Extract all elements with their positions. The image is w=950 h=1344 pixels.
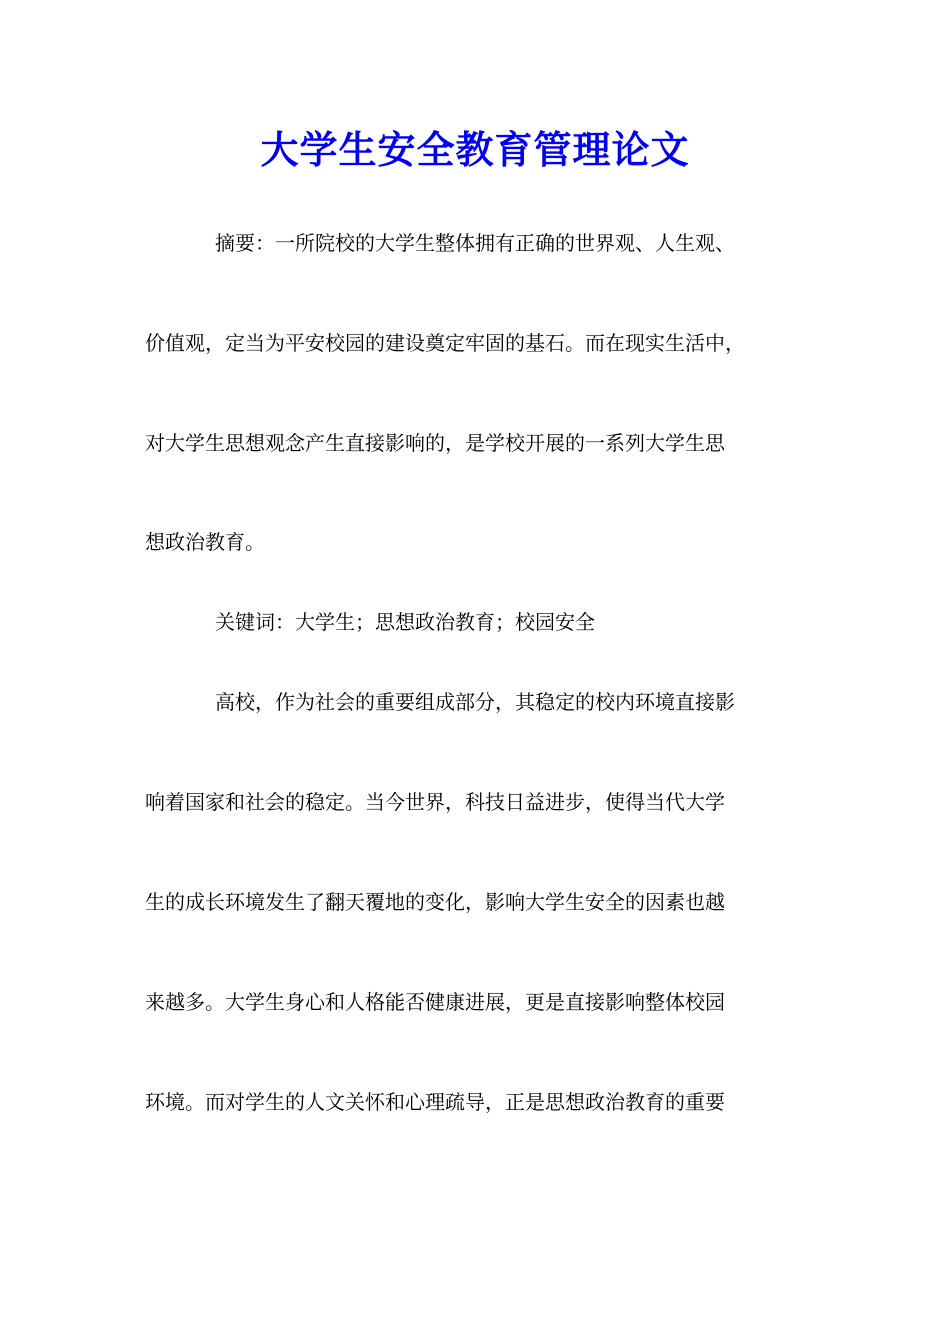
abstract-line-3: 对大学生思想观念产生直接影响的，是学校开展的一系列大学生思 [145, 431, 725, 455]
abstract-line-2: 价值观，定当为平安校园的建设奠定牢固的基石。而在现实生活中， [145, 331, 745, 355]
document-title: 大学生安全教育管理论文 [260, 127, 690, 172]
abstract-line-4: 想政治教育。 [145, 530, 265, 554]
keywords-line: 关键词：大学生；思想政治教育；校园安全 [215, 610, 595, 634]
body-line-3: 生的成长环境发生了翻天覆地的变化，影响大学生安全的因素也越 [145, 890, 725, 914]
body-line-4: 来越多。大学生身心和人格能否健康进展，更是直接影响整体校园 [145, 990, 725, 1014]
body-line-1: 高校，作为社会的重要组成部分，其稳定的校内环境直接影 [215, 690, 735, 714]
body-line-2: 响着国家和社会的稳定。当今世界，科技日益进步，使得当代大学 [145, 790, 725, 814]
abstract-line-1: 摘要：一所院校的大学生整体拥有正确的世界观、人生观、 [215, 231, 735, 255]
body-line-5: 环境。而对学生的人文关怀和心理疏导，正是思想政治教育的重要 [145, 1090, 725, 1114]
